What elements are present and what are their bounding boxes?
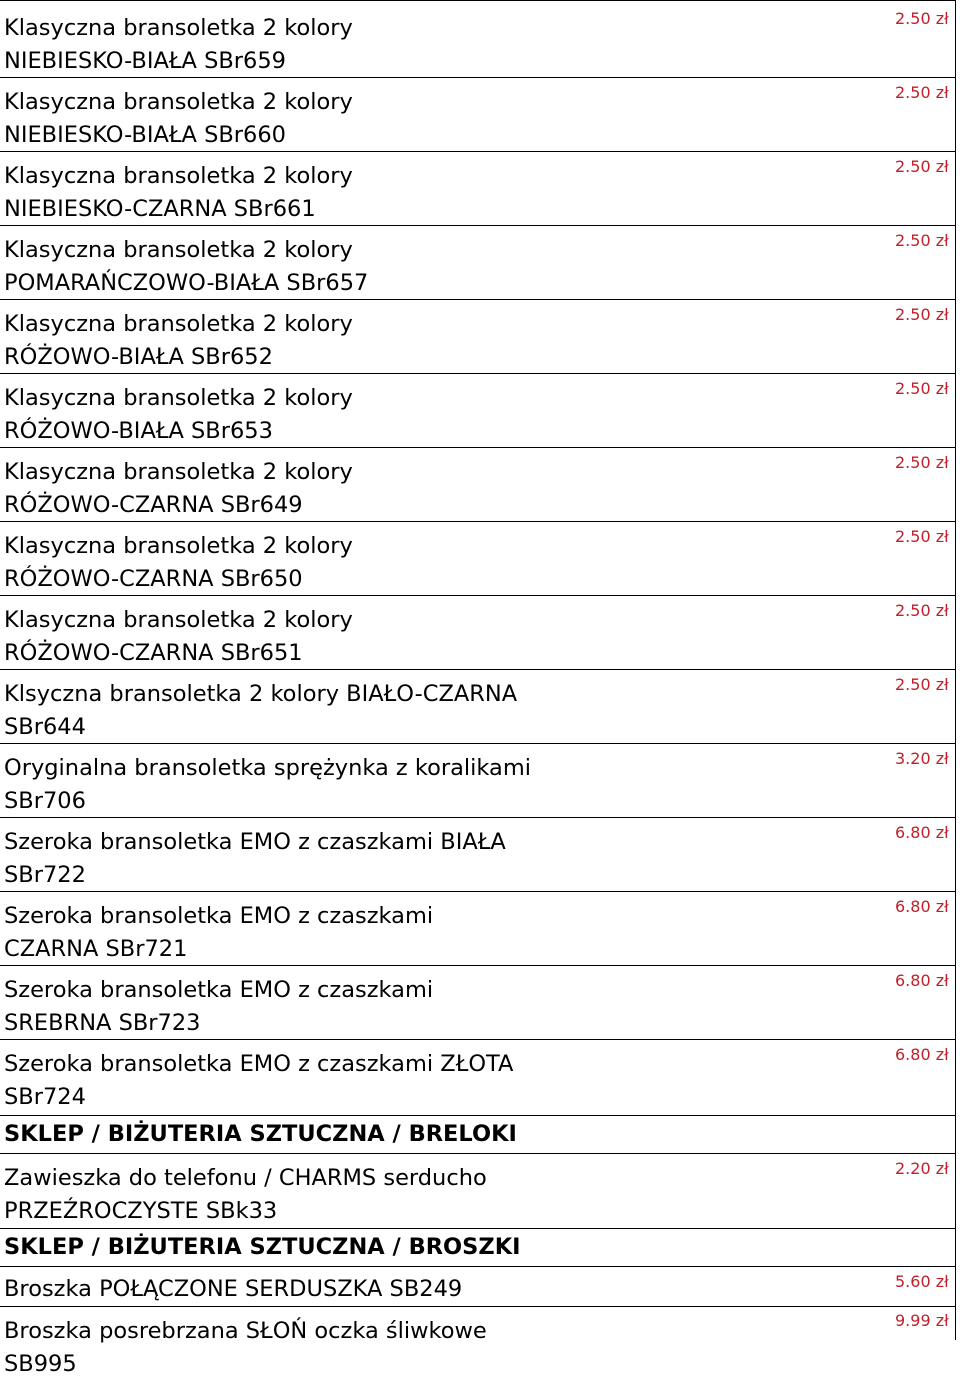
category-title: SKLEP / BIŻUTERIA SZTUCZNA / BRELOKI <box>4 1121 517 1147</box>
product-name: Klasyczna bransoletka 2 kolory NIEBIESKO-CZARNA SBr661 <box>4 163 353 222</box>
product-row <box>0 892 955 966</box>
product-price: 6.80 zł <box>895 823 949 842</box>
product-row <box>0 1307 955 1377</box>
product-row <box>0 374 955 448</box>
product-name: Klasyczna bransoletka 2 kolory RÓŻOWO-CZARNA SBr649 <box>4 459 353 518</box>
product-price: 2.50 zł <box>895 157 949 176</box>
product-row <box>0 1154 955 1229</box>
product-name: Klasyczna bransoletka 2 kolory NIEBIESKO-BIAŁA SBr659 <box>4 15 353 74</box>
product-price: 2.50 zł <box>895 527 949 546</box>
product-name: Klsyczna bransoletka 2 kolory BIAŁO-CZARNA SBr644 <box>4 681 518 740</box>
product-name: Oryginalna bransoletka sprężynka z koralikami SBr706 <box>4 755 532 814</box>
product-name: Szeroka bransoletka EMO z czaszkami ZŁOTA SBr724 <box>4 1051 514 1110</box>
table-right-border <box>955 0 956 1340</box>
product-name: Zawieszka do telefonu / CHARMS serducho PRZEŹROCZYSTE SBk33 <box>4 1165 487 1224</box>
category-row <box>0 1229 955 1267</box>
product-row <box>0 4 955 78</box>
product-name: Szeroka bransoletka EMO z czaszkami SREBRNA SBr723 <box>4 977 434 1036</box>
product-price: 2.50 zł <box>895 305 949 324</box>
product-name: Klasyczna bransoletka 2 kolory RÓŻOWO-CZARNA SBr651 <box>4 607 353 666</box>
product-name: Broszka POŁĄCZONE SERDUSZKA SB249 <box>4 1276 463 1302</box>
product-name: Klasyczna bransoletka 2 kolory RÓŻOWO-BIAŁA SBr653 <box>4 385 353 444</box>
product-price: 2.50 zł <box>895 231 949 250</box>
product-row <box>0 1040 955 1116</box>
product-row <box>0 670 955 744</box>
product-row <box>0 522 955 596</box>
product-price: 2.50 zł <box>895 675 949 694</box>
product-row <box>0 966 955 1040</box>
product-price: 2.50 zł <box>895 379 949 398</box>
product-row <box>0 300 955 374</box>
product-name: Klasyczna bransoletka 2 kolory NIEBIESKO-BIAŁA SBr660 <box>4 89 353 148</box>
product-row <box>0 1267 955 1307</box>
product-row <box>0 818 955 892</box>
product-row <box>0 744 955 818</box>
product-row <box>0 596 955 670</box>
product-row <box>0 448 955 522</box>
product-price: 3.20 zł <box>895 749 949 768</box>
product-price: 2.50 zł <box>895 453 949 472</box>
product-price: 2.50 zł <box>895 83 949 102</box>
product-name: Szeroka bransoletka EMO z czaszkami CZARNA SBr721 <box>4 903 434 962</box>
product-name: Klasyczna bransoletka 2 kolory POMARAŃCZOWO-BIAŁA SBr657 <box>4 237 369 296</box>
product-price: 9.99 zł <box>895 1311 949 1330</box>
product-price: 5.60 zł <box>895 1272 949 1291</box>
category-title: SKLEP / BIŻUTERIA SZTUCZNA / BROSZKI <box>4 1234 521 1260</box>
product-price: 2.50 zł <box>895 601 949 620</box>
product-row <box>0 152 955 226</box>
product-price: 6.80 zł <box>895 1045 949 1064</box>
product-name: Klasyczna bransoletka 2 kolory RÓŻOWO-CZARNA SBr650 <box>4 533 353 592</box>
product-name: Broszka posrebrzana SŁOŃ oczka śliwkowe SB995 <box>4 1318 487 1377</box>
product-row <box>0 78 955 152</box>
product-price: 2.50 zł <box>895 9 949 28</box>
product-price: 2.20 zł <box>895 1159 949 1178</box>
product-name: Szeroka bransoletka EMO z czaszkami BIAŁA SBr722 <box>4 829 506 888</box>
product-row <box>0 226 955 300</box>
category-row <box>0 1116 955 1154</box>
table-top-border <box>0 0 955 1</box>
product-name: Klasyczna bransoletka 2 kolory RÓŻOWO-BIAŁA SBr652 <box>4 311 353 370</box>
product-price: 6.80 zł <box>895 971 949 990</box>
product-price: 6.80 zł <box>895 897 949 916</box>
